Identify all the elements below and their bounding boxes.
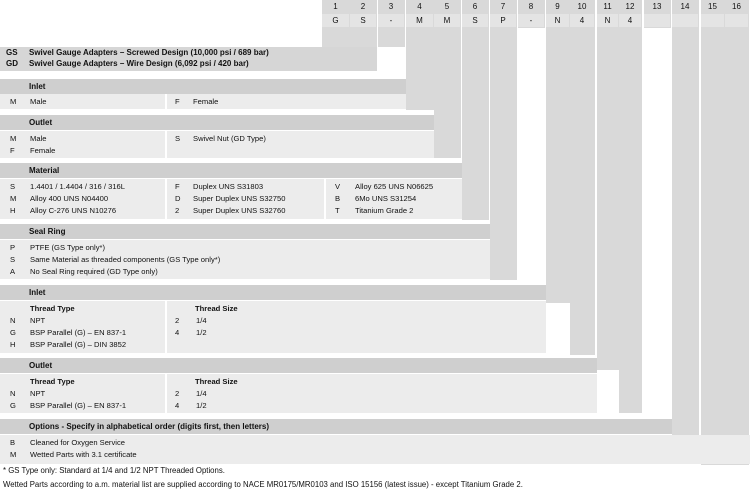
material-label-s: 1.4401 / 1.4404 / 316 / 316L xyxy=(30,182,126,191)
inlet-size-code-4: 4 xyxy=(175,328,180,337)
position-number-5: 5 xyxy=(434,0,460,13)
inlet-code-m: M xyxy=(10,97,17,106)
inlet-thread-label-h: BSP Parallel (G) – DIN 3852 xyxy=(30,340,127,349)
inlet-divider xyxy=(165,94,167,109)
column-strip-6 xyxy=(462,0,489,220)
position-number-9: 9 xyxy=(546,0,569,13)
outlet-label-f: Female xyxy=(30,146,56,155)
position-number-2: 2 xyxy=(350,0,376,13)
inlet-thread-label-n: NPT xyxy=(30,316,46,325)
inlet-thread-code-h: H xyxy=(10,340,16,349)
options-title: Options - Specify in alphabetical order (digits first, then letters) xyxy=(29,422,270,431)
material-title: Material xyxy=(29,166,60,175)
material-label-t: Titanium Grade 2 xyxy=(355,206,414,215)
outlet-title: Outlet xyxy=(29,118,53,127)
position-value-7: P xyxy=(490,14,516,27)
inlet-thread-title: Inlet xyxy=(29,288,46,297)
column-strip-12 xyxy=(619,0,642,413)
outlet-code-s: S xyxy=(175,134,181,143)
position-number-16: 16 xyxy=(725,0,748,13)
outlet-size-label-2: 1/4 xyxy=(196,389,207,398)
position-value-5: M xyxy=(434,14,460,27)
inlet-thread-code-g: G xyxy=(10,328,16,337)
type-label-gd: Swivel Gauge Adapters – Wire Design (6,092 psi / 420 bar) xyxy=(29,59,249,68)
outlet-thread-label-g: BSP Parallel (G) – EN 837-1 xyxy=(30,401,127,410)
inlet-label-m: Male xyxy=(30,97,47,106)
material-code-f: F xyxy=(175,182,180,191)
position-number-13: 13 xyxy=(644,0,670,13)
position-number-12: 12 xyxy=(619,0,641,13)
column-strip-7 xyxy=(490,0,517,280)
outlet-label-s: Swivel Nut (GD Type) xyxy=(193,134,266,143)
column-strip-11 xyxy=(597,0,619,370)
material-label-f: Duplex UNS S31803 xyxy=(193,182,264,191)
position-value-4: M xyxy=(406,14,433,27)
seal-header xyxy=(0,224,490,239)
outlet-size-code-2: 2 xyxy=(175,389,180,398)
column-strip-9 xyxy=(546,0,570,303)
material-label-h: Alloy C-276 UNS N10276 xyxy=(30,206,117,215)
inlet-header xyxy=(0,79,406,94)
outlet-size-code-4: 4 xyxy=(175,401,180,410)
material-label-v: Alloy 625 UNS N06625 xyxy=(355,182,434,191)
inlet-thread-label-g: BSP Parallel (G) – EN 837-1 xyxy=(30,328,127,337)
options-label-m: Wetted Parts with 3.1 certificate xyxy=(30,450,137,459)
seal-code-p: P xyxy=(10,243,16,252)
footnote-gs-type: * GS Type only: Standard at 1/4 and 1/2 NPT Threaded Options. xyxy=(3,466,225,475)
material-label-b: 6Mo UNS S31254 xyxy=(355,194,417,203)
inlet-thread-size-title: Thread Size xyxy=(195,304,238,313)
inlet-title: Inlet xyxy=(29,82,46,91)
position-number-3: 3 xyxy=(378,0,404,13)
position-number-14: 14 xyxy=(672,0,698,13)
type-label-gs: Swivel Gauge Adapters – Screwed Design (10,000 psi / 689 bar) xyxy=(29,48,269,57)
seal-label-a: No Seal Ring required (GD Type only) xyxy=(30,267,158,276)
inlet-size-label-2: 1/4 xyxy=(196,316,207,325)
inlet-label-f: Female xyxy=(193,97,219,106)
outlet-divider xyxy=(165,131,167,158)
outlet-label-m: Male xyxy=(30,134,47,143)
outlet-thread-size-title: Thread Size xyxy=(195,377,238,386)
position-number-10: 10 xyxy=(570,0,594,13)
inlet-thread-code-n: N xyxy=(10,316,16,325)
options-code-b: B xyxy=(10,438,16,447)
inlet-code-f: F xyxy=(175,97,180,106)
position-value-8: - xyxy=(518,14,544,27)
outlet-thread-code-g: G xyxy=(10,401,16,410)
position-value-1: G xyxy=(322,14,349,27)
position-number-11: 11 xyxy=(597,0,618,13)
options-label-b: Cleaned for Oxygen Service xyxy=(30,438,125,447)
outlet-thread-code-n: N xyxy=(10,389,16,398)
material-code-v: V xyxy=(335,182,341,191)
position-value-16 xyxy=(725,14,748,27)
outlet-thread-divider xyxy=(165,374,167,413)
material-label-2: Super Duplex UNS S32760 xyxy=(193,206,286,215)
position-number-1: 1 xyxy=(322,0,349,13)
outlet-thread-header xyxy=(0,358,597,373)
material-header xyxy=(0,163,462,178)
outlet-code-f: F xyxy=(10,146,15,155)
material-code-2: 2 xyxy=(175,206,180,215)
position-value-12: 4 xyxy=(619,14,641,27)
position-number-8: 8 xyxy=(518,0,544,13)
inlet-thread-divider xyxy=(165,301,167,353)
inlet-thread-header xyxy=(0,285,546,300)
position-value-9: N xyxy=(546,14,569,27)
outlet-thread-type-title: Thread Type xyxy=(30,377,75,386)
type-code-gd: GD xyxy=(6,59,18,68)
outlet-thread-title: Outlet xyxy=(29,361,53,370)
position-number-4: 4 xyxy=(406,0,433,13)
inlet-size-label-4: 1/2 xyxy=(196,328,207,337)
material-label-m: Alloy 400 UNS N04400 xyxy=(30,194,109,203)
column-strip-16 xyxy=(725,0,749,465)
outlet-code-m: M xyxy=(10,134,17,143)
position-number-6: 6 xyxy=(462,0,488,13)
material-code-b: B xyxy=(335,194,341,203)
outlet-size-label-4: 1/2 xyxy=(196,401,207,410)
material-code-s: S xyxy=(10,182,16,191)
seal-label-s: Same Material as threaded components (GS Type only*) xyxy=(30,255,221,264)
outlet-thread-label-n: NPT xyxy=(30,389,46,398)
position-number-7: 7 xyxy=(490,0,516,13)
seal-code-s: S xyxy=(10,255,16,264)
material-divider-2 xyxy=(324,179,326,219)
material-label-d: Super Duplex UNS S32750 xyxy=(193,194,286,203)
column-strip-14 xyxy=(672,0,699,437)
position-value-10: 4 xyxy=(570,14,594,27)
position-value-2: S xyxy=(350,14,376,27)
options-header xyxy=(0,419,672,434)
seal-code-a: A xyxy=(10,267,16,276)
position-value-3: - xyxy=(378,14,404,27)
column-strip-10 xyxy=(570,0,595,355)
options-code-m: M xyxy=(10,450,17,459)
position-value-15 xyxy=(701,14,724,27)
position-value-6: S xyxy=(462,14,488,27)
seal-label-p: PTFE (GS Type only*) xyxy=(30,243,105,252)
footnote-nace: Wetted Parts according to a.m. material list are supplied according to NACE MR0175/MR0103 and ISO 15156 (latest issue) - except Titanium Grade 2. xyxy=(3,480,523,489)
inlet-thread-type-title: Thread Type xyxy=(30,304,75,313)
position-value-13 xyxy=(644,14,670,27)
position-number-15: 15 xyxy=(701,0,724,13)
seal-title: Seal Ring xyxy=(29,227,66,236)
position-value-14 xyxy=(672,14,698,27)
position-value-11: N xyxy=(597,14,618,27)
material-code-t: T xyxy=(335,206,340,215)
column-strip-15 xyxy=(701,0,725,465)
material-code-d: D xyxy=(175,194,181,203)
material-code-m: M xyxy=(10,194,17,203)
outlet-header xyxy=(0,115,434,130)
material-code-h: H xyxy=(10,206,16,215)
inlet-size-code-2: 2 xyxy=(175,316,180,325)
material-divider-1 xyxy=(165,179,167,219)
type-code-gs: GS xyxy=(6,48,18,57)
